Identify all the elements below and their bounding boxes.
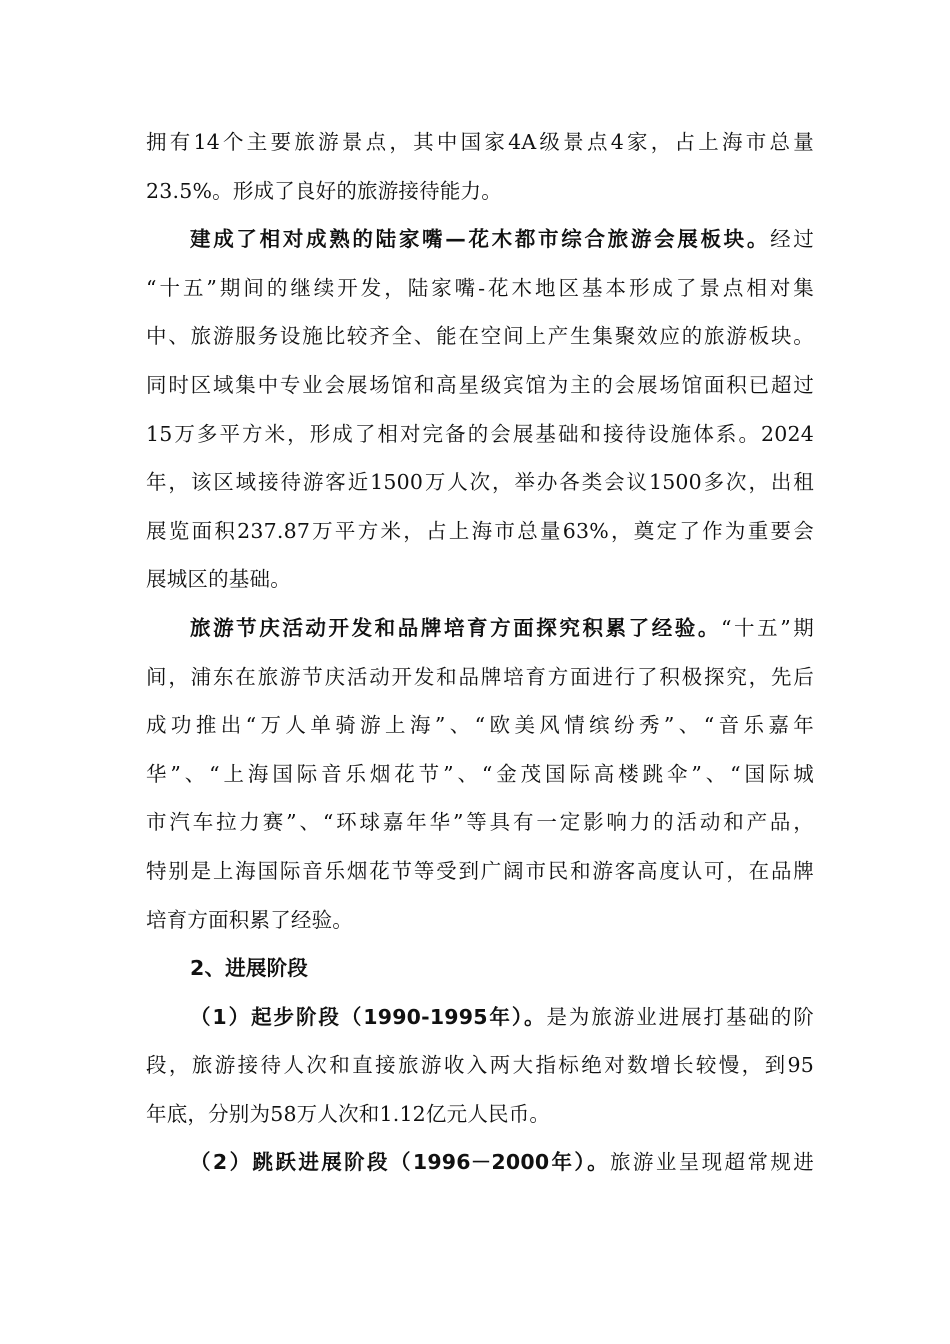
section-title-text: 2、进展阶段 <box>190 956 308 981</box>
paragraph-line: 拥有14个主要旅游景点，其中国家4A级景点4家，占上海市总量 <box>146 130 814 154</box>
paragraph-line: 市汽车拉力赛”、“环球嘉年华”等具有一定影响力的活动和产品， <box>146 810 814 835</box>
paragraph-line: 15万多平方米，形成了相对完备的会展基础和接待设施体系。2024 <box>146 421 814 446</box>
paragraph-text: “十五”期 <box>720 615 814 640</box>
paragraph-line: 间，浦东在旅游节庆活动开发和品牌培育方面进行了积极探究，先后 <box>146 664 814 689</box>
paragraph-heading: （1）起步阶段（1990-1995年）。 <box>190 1004 547 1029</box>
paragraph-line: 成功推出“万人单骑游上海”、“欧美风情缤纷秀”、“音乐嘉年 <box>146 713 814 738</box>
paragraph-text: 是为旅游业进展打基础的阶 <box>546 1004 814 1029</box>
paragraph-line: 年，该区域接待游客近1500万人次，举办各类会议1500多次，出租 <box>146 470 814 495</box>
paragraph-first-line <box>146 215 814 264</box>
paragraph-line: 特别是上海国际音乐烟花节等受到广阔市民和游客高度认可，在品牌 <box>146 858 814 883</box>
paragraph-line: 23.5%。形成了良好的旅游接待能力。 <box>146 178 502 203</box>
paragraph-heading: （2）跳跃进展阶段（1996－2000年）。 <box>190 1150 610 1175</box>
paragraph-line: 年底，分别为58万人次和1.12亿元人民币。 <box>146 1101 551 1126</box>
paragraph-line: “十五”期间的继续开发，陆家嘴-花木地区基本形成了景点相对集 <box>146 275 814 300</box>
paragraph-line: 展城区的基础。 <box>146 567 291 592</box>
document-page <box>146 118 814 1187</box>
paragraph-line: 培育方面积累了经验。 <box>146 907 353 932</box>
paragraph-line: 中、旅游服务设施比较齐全、能在空间上产生集聚效应的旅游板块。 <box>146 324 814 349</box>
paragraph-line: 展览面积237.87万平方米，占上海市总量63%，奠定了作为重要会 <box>146 518 814 543</box>
paragraph-first-line <box>146 1138 814 1187</box>
paragraph-first-line <box>146 604 814 653</box>
paragraph-text: 旅游业呈现超常规进 <box>610 1150 814 1175</box>
paragraph-heading: 旅游节庆活动开发和品牌培育方面探究积累了经验。 <box>190 615 721 640</box>
paragraph-line: 段，旅游接待人次和直接旅游收入两大指标绝对数增长较慢，到95 <box>146 1053 814 1078</box>
paragraph-first-line <box>146 993 814 1042</box>
paragraph-heading: 建成了相对成熟的陆家嘴—花木都市综合旅游会展板块。 <box>190 227 771 252</box>
paragraph-line: 华”、“上海国际音乐烟花节”、“金茂国际高楼跳伞”、“国际城 <box>146 761 814 786</box>
section-title <box>146 944 814 993</box>
paragraph-text: 经过 <box>770 227 814 252</box>
paragraph-line: 同时区域集中专业会展场馆和高星级宾馆为主的会展场馆面积已超过 <box>146 372 814 397</box>
